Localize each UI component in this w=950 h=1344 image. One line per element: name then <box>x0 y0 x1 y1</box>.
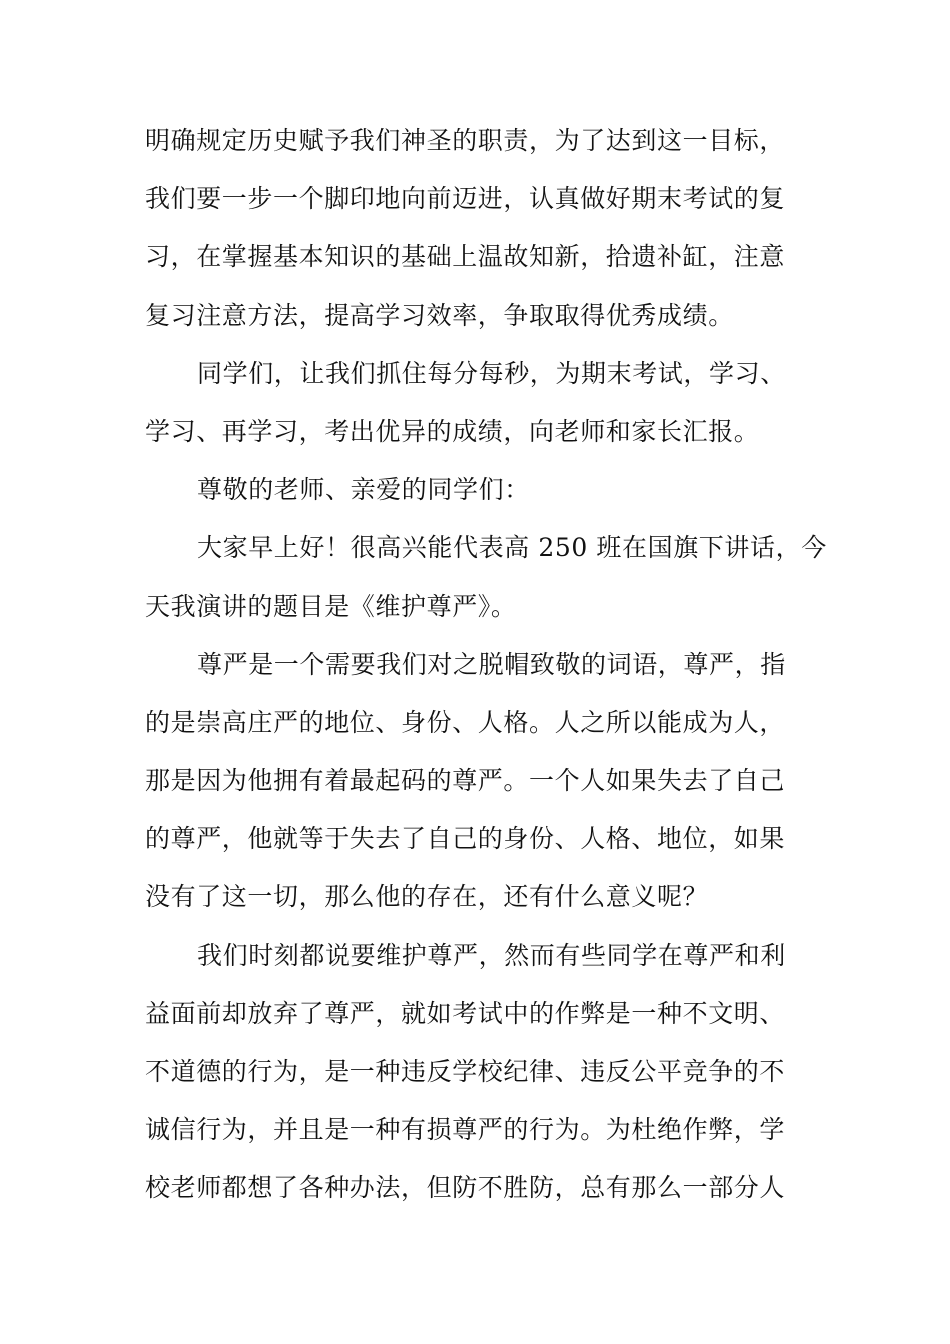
text-line: 学习、再学习，考出优异的成绩，向老师和家长汇报。 <box>145 416 760 446</box>
text-line: 复习注意方法，提高学习效率，争取取得优秀成绩。 <box>145 300 734 330</box>
text-line: 明确规定历史赋予我们神圣的职责，为了达到这一目标， <box>145 126 786 155</box>
text-line: 同学们，让我们抓住每分每秒，为期末考试，学习、 <box>197 358 786 388</box>
text-line: 尊敬的老师、亲爱的同学们： <box>197 475 530 505</box>
text-line: 没有了这一切，那么他的存在，还有什么意义呢？ <box>145 882 709 912</box>
text-line: 我们要一步一个脚印地向前迈进，认真做好期末考试的复 <box>145 184 786 214</box>
text-line: 的尊严，他就等于失去了自己的身份、人格、地位，如果 <box>145 824 786 854</box>
text-line: 校老师都想了各种办法，但防不胜防，总有那么一部分人 <box>145 1173 786 1203</box>
body-text <box>145 112 827 1218</box>
text-line: 我们时刻都说要维护尊严，然而有些同学在尊严和利 <box>197 940 786 970</box>
text-line: 天我演讲的题目是《维护尊严》。 <box>145 591 517 621</box>
text-line: 不道德的行为，是一种违反学校纪律、违反公平竞争的不 <box>145 1057 786 1086</box>
text-line: 大家早上好！很高兴能代表高 250 班在国旗下讲话，今 <box>197 533 827 563</box>
text-line: 尊严是一个需要我们对之脱帽致敬的词语，尊严，指 <box>197 649 786 679</box>
text-line: 那是因为他拥有着最起码的尊严。一个人如果失去了自己 <box>145 766 786 796</box>
text-line: 习，在掌握基本知识的基础上温故知新，拾遗补缸，注意 <box>145 242 786 272</box>
text-line: 益面前却放弃了尊严，就如考试中的作弊是一种不文明、 <box>145 998 786 1028</box>
text-line: 诚信行为，并且是一种有损尊严的行为。为杜绝作弊，学 <box>145 1115 786 1145</box>
text-line: 的是崇高庄严的地位、身份、人格。人之所以能成为人， <box>145 707 786 737</box>
